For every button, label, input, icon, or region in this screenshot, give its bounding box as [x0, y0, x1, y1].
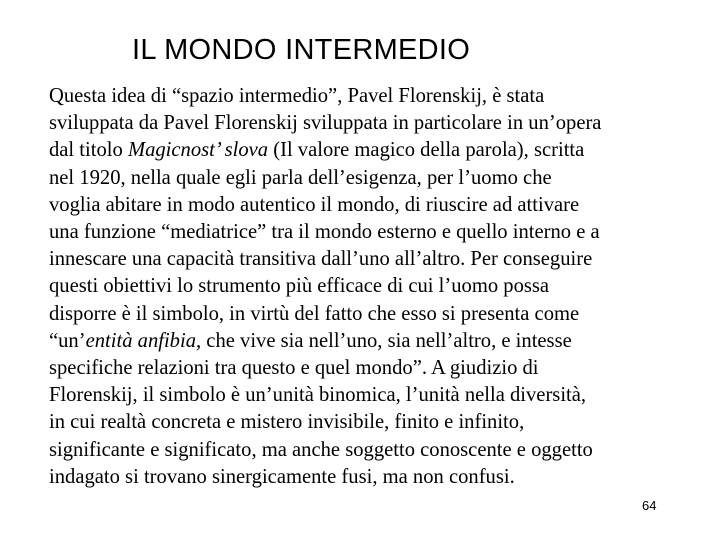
slide-title: IL MONDO INTERMEDIO [132, 34, 471, 66]
italic-text-segment: Magicnost’ slova [127, 139, 269, 162]
paragraph-line [49, 83, 709, 110]
text-segment: nel 1920, nella quale egli parla dell’esigenza, per l’uomo che [49, 166, 552, 189]
paragraph-line [49, 273, 709, 300]
paragraph-line [49, 110, 709, 137]
italic-text-segment: entità anfibia, [85, 329, 202, 352]
text-segment: specifiche relazioni tra questo e quel mondo”. A giudizio di [49, 357, 539, 380]
paragraph-line [49, 219, 709, 246]
paragraph-line [49, 301, 709, 328]
paragraph-line [49, 409, 709, 436]
text-segment: in cui realtà concreta e mistero invisibile, finito e infinito, [49, 411, 525, 434]
paragraph-line [49, 246, 709, 273]
paragraph-line [49, 382, 709, 409]
text-segment: “un’ [49, 329, 86, 352]
text-segment: indagato si trovano sinergicamente fusi, ma non confusi. [49, 465, 515, 488]
paragraph-line [49, 165, 709, 192]
text-segment: questi obiettivi lo strumento più efficace di cui l’uomo possa [49, 275, 550, 298]
text-segment: innescare una capacità transitiva dall’uno all’altro. Per conseguire [49, 248, 593, 271]
text-segment: Questa idea di “spazio intermedio”, Pavel Florenskij, è stata [49, 85, 545, 107]
text-segment: (Il valore magico della parola), scritta [268, 139, 585, 162]
text-segment: Florenskij, il simbolo è un’unità binomica, l’unità nella diversità, [49, 384, 587, 407]
paragraph-line [49, 355, 709, 382]
text-segment: disporre è il simbolo, in virtù del fatto che esso si presenta come [49, 302, 580, 325]
text-segment: che vive sia nell’uno, sia nell’altro, e intesse [201, 329, 572, 352]
text-segment: una funzione “mediatrice” tra il mondo esterno e quello interno e a [49, 221, 600, 244]
paragraph-line [49, 464, 709, 491]
slide-body-text [49, 83, 709, 491]
page-number: 64 [642, 498, 657, 513]
paragraph-line [49, 137, 709, 164]
paragraph-line [49, 328, 709, 355]
text-segment: significante e significato, ma anche soggetto conoscente e oggetto [49, 438, 593, 461]
text-segment: voglia abitare in modo autentico il mondo, di riuscire ad attivare [49, 193, 580, 216]
text-segment: sviluppata da Pavel Florenskij sviluppata in particolare in un’opera [49, 112, 602, 135]
text-segment: dal titolo [49, 139, 128, 162]
paragraph-line [49, 192, 709, 219]
paragraph-line [49, 437, 709, 464]
